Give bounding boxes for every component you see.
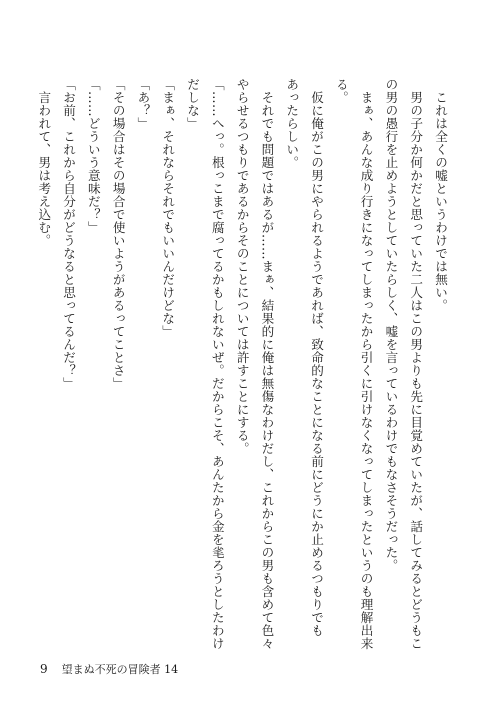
text-line: 男の子分か何かだと思っていた二人はこの男よりも先に目覚めていたが、話してみるとどうもこ bbox=[408, 90, 424, 650]
text-line: 言われて、男は考え込む。 bbox=[36, 90, 52, 247]
dialogue-line: 「あ？」 bbox=[135, 78, 151, 130]
dialogue-line: 「……へっ。根っこまで腐ってるかもしれないぜ。だからこそ、あんたから金を毟ろうとしたわけ bbox=[209, 78, 225, 650]
dialogue-line: 「その場合はその場合で使いようがあるってことさ」 bbox=[110, 78, 126, 390]
page-number: 9 bbox=[40, 662, 48, 676]
text-line: やらせるつもりであるからそのことについては許すことにする。 bbox=[234, 78, 250, 455]
dialogue-line: 「お前、これから自分がどうなると思ってるんだ？」 bbox=[61, 78, 77, 390]
page-footer bbox=[40, 661, 178, 677]
text-line: これは全くの嘘というわけでは無い。 bbox=[433, 90, 448, 312]
text-line: 仮に俺がこの男にやられるようであれば、致命的なことになる前にどうにか止めるつもりでも bbox=[309, 90, 325, 637]
book-title: 望まぬ不死の冒険者 14 bbox=[61, 663, 179, 676]
text-line: あったらしい。 bbox=[284, 78, 300, 169]
text-line: る。 bbox=[333, 78, 349, 104]
vertical-text-body bbox=[36, 78, 452, 650]
dialogue-line: 「まぁ、それならそれでもいいんだけどな」 bbox=[160, 78, 176, 338]
text-line: まぁ、あんな成り行きになってしまったから引くに引けなくなってしまったというのも理解出来 bbox=[358, 90, 374, 650]
dialogue-line: 「……どういう意味だ？」 bbox=[85, 78, 101, 234]
text-line: の男の愚行を止めようとしていたらしく、嘘を言っているわけでもなさそうだった。 bbox=[383, 78, 399, 572]
text-line: それでも問題ではあるが……まぁ、結果的に俺は無傷なわけだし、これからこの男も含めて色々 bbox=[259, 90, 275, 650]
text-line: だしな」 bbox=[185, 78, 201, 130]
